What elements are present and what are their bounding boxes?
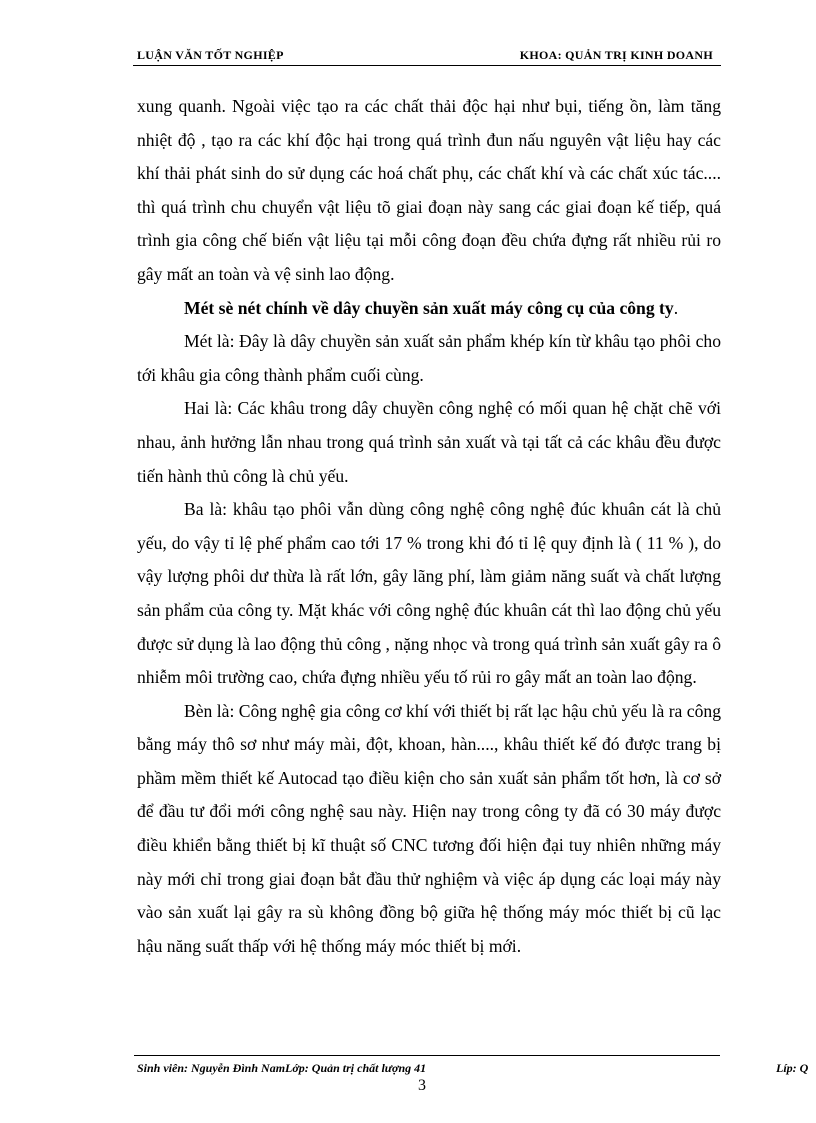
section-heading <box>137 292 721 326</box>
page-header <box>133 48 721 68</box>
footer-divider <box>134 1055 720 1056</box>
footer-student-info: Sinh viên: Nguyễn Đình NamLớp: Quản trị chất lượng 41 <box>137 1061 427 1075</box>
header-thesis-label: LUẬN VĂN TỐT NGHIỆP <box>137 48 284 62</box>
paragraph-2: Mét là: Đây là dây chuyền sản xuất sản phẩm khép kín từ khâu tạo phôi cho tới khâu gia công thành phẩm cuối cùng. <box>137 331 721 385</box>
section-heading-end: . <box>673 297 679 318</box>
page-number: 3 <box>418 1077 426 1094</box>
paragraph-4: Ba là: khâu tạo phôi vẫn dùng công nghệ công nghệ đúc khuân cát là chủ yếu, do vậy tỉ lệ phế phẩm cao tới 17 % trong khi đó tỉ lệ quy định là ( 11 % ), do vậy lượng phôi dư thừa là rất lớn, gây lãng phí, làm giảm năng suất và chất lượng sản phẩm của công ty. Mặt khác với công nghệ đúc khuân cát thì lao động chủ yếu được sử dụng là lao động thủ công , nặng nhọc và trong quá trình sản xuất gây ra ô nhiễm môi trường cao, chứa đựng nhiều yếu tố rủi ro gây mất an toàn lao động. <box>137 499 721 688</box>
section-heading-text: Mét sè nét chính về dây chuyền sản xuất máy công cụ của công ty <box>184 297 674 318</box>
header-divider <box>133 65 721 66</box>
paragraph-5: Bèn là: Công nghệ gia công cơ khí với thiết bị rất lạc hậu chủ yếu là ra công bằng máy thô sơ như máy mài, đột, khoan, hàn...., khâu thiết kế đó được trang bị phầm mềm thiết kế Autocad tạo điều kiện cho sản xuất sản phẩm tốt hơn, là cơ sở để đầu tư đổi mới công nghệ sau này. Hiện nay trong công ty đã có 30 máy được điều khiển bằng thiết bị kĩ thuật số CNC tương đối hiện đại tuy nhiên những máy này mới chỉ trong giai đoạn bắt đầu thử nghiệm và việc áp dụng các loại máy này vào sản xuất lại gây ra sù không đồng bộ giữa hệ thống máy móc thiết bị cũ lạc hậu năng suất thấp với hệ thống máy móc thiết bị mới. <box>137 700 721 956</box>
paragraph-3: Hai là: Các khâu trong dây chuyền công nghệ có mối quan hệ chặt chẽ với nhau, ảnh hưởng lẫn nhau trong quá trình sản xuất và tại tất cả các khâu đều được tiến hành thủ công là chủ yếu. <box>137 398 721 486</box>
header-faculty-label: KHOA: QUẢN TRỊ KINH DOANH <box>519 48 713 62</box>
footer-class-label: Líp: Q <box>776 1061 809 1075</box>
document-body <box>137 90 721 963</box>
paragraph-1: xung quanh. Ngoài việc tạo ra các chất thải độc hại như bụi, tiếng ồn, làm tăng nhiệt độ , tạo ra các khí độc hại trong quá trình đun nấu nguyên vật liệu hay các khí thải phát sinh do sử dụng các hoá chất phụ, các chất khí và các chất xúc tác.... thì quá trình chu chuyển vật liệu tõ giai đoạn này sang các giai đoạn kế tiếp, quá trình gia công chế biến vật liệu tại mỗi công đoạn đều chứa đựng rất nhiều rủi ro gây mất an toàn và vệ sinh lao động. <box>137 96 721 284</box>
